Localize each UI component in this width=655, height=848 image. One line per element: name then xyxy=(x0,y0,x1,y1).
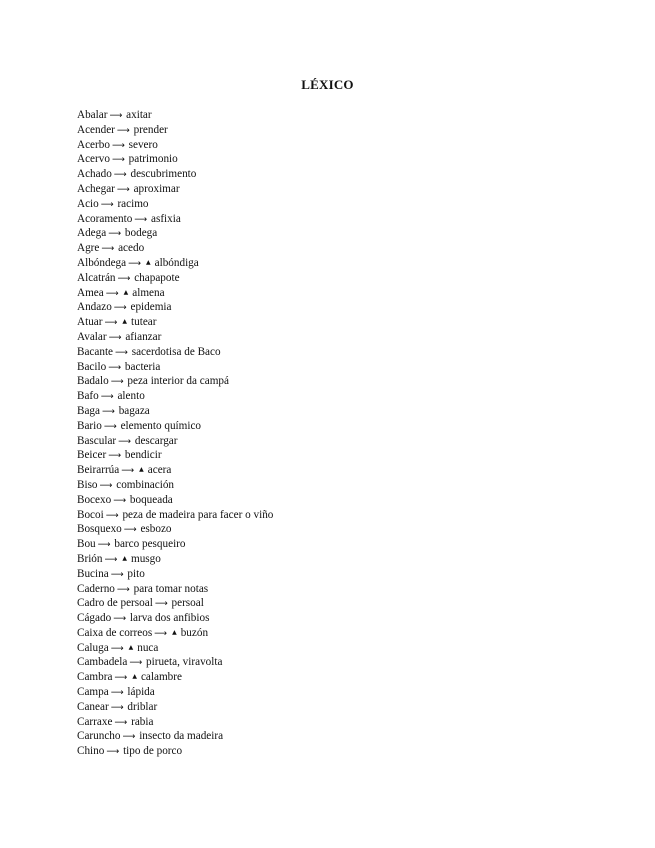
entry-term: Biso xyxy=(77,478,98,491)
glossary-entry xyxy=(77,478,597,493)
entry-term: Albóndega xyxy=(77,256,127,269)
entry-definition: insecto da madeira xyxy=(139,730,224,743)
glossary-entry xyxy=(77,685,597,700)
glossary-entry xyxy=(77,522,597,537)
entry-definition: epidemia xyxy=(130,301,172,314)
entry-definition: severo xyxy=(128,138,158,151)
entry-term: Caluga xyxy=(77,641,109,654)
glossary-entry xyxy=(77,374,597,389)
entry-definition: buzón xyxy=(180,626,209,639)
glossary-entry xyxy=(77,493,597,508)
entry-term: Bou xyxy=(77,538,96,551)
arrow-right-icon: ⟶ xyxy=(114,717,128,728)
glossary-entry xyxy=(77,389,597,404)
glossary-entry xyxy=(77,463,597,478)
glossary-entry xyxy=(77,182,597,197)
arrow-right-icon: ⟶ xyxy=(154,628,168,639)
arrow-right-icon: ⟶ xyxy=(108,229,122,240)
triangle-up-icon: ▲ xyxy=(122,554,128,562)
entry-definition: musgo xyxy=(131,552,161,565)
entry-term: Chino xyxy=(77,745,105,758)
entry-definition: descargar xyxy=(134,434,178,447)
arrow-right-icon: ⟶ xyxy=(100,199,114,210)
entry-term: Bacante xyxy=(77,345,114,358)
glossary-list xyxy=(77,108,597,759)
entry-term: Bacilo xyxy=(77,360,107,373)
entry-definition: almena xyxy=(132,286,165,299)
arrow-right-icon: ⟶ xyxy=(100,392,114,403)
arrow-right-icon: ⟶ xyxy=(113,170,127,181)
entry-definition: pirueta, viravolta xyxy=(146,656,223,669)
glossary-entry xyxy=(77,345,597,360)
entry-term: Beicer xyxy=(77,449,107,462)
entry-definition: asfixia xyxy=(151,212,181,225)
glossary-entry xyxy=(77,108,597,123)
entry-term: Cambra xyxy=(77,671,113,684)
entry-definition: descubrimento xyxy=(130,168,197,181)
glossary-entry xyxy=(77,552,597,567)
arrow-right-icon: ⟶ xyxy=(101,244,115,255)
glossary-entry xyxy=(77,434,597,449)
entry-term: Badalo xyxy=(77,375,109,388)
entry-definition: axitar xyxy=(126,109,152,121)
glossary-entry xyxy=(77,700,597,715)
glossary-entry xyxy=(77,744,597,759)
entry-term: Bocexo xyxy=(77,493,112,506)
entry-term: Andazo xyxy=(77,301,112,314)
entry-definition: racimo xyxy=(117,197,149,210)
entry-term: Brión xyxy=(77,552,103,565)
arrow-right-icon: ⟶ xyxy=(113,495,127,506)
entry-term: Agre xyxy=(77,242,100,255)
glossary-entry xyxy=(77,256,597,271)
glossary-entry xyxy=(77,152,597,167)
entry-term: Cágado xyxy=(77,612,112,625)
glossary-entry xyxy=(77,360,597,375)
entry-term: Beirarrúa xyxy=(77,464,120,477)
glossary-entry xyxy=(77,670,597,685)
entry-definition: peza de madeira para facer o viño xyxy=(122,508,274,521)
entry-definition: calambre xyxy=(140,671,182,684)
glossary-entry xyxy=(77,626,597,641)
triangle-up-icon: ▲ xyxy=(128,643,134,651)
entry-definition: larva dos anfibios xyxy=(129,612,210,625)
entry-term: Cambadela xyxy=(77,656,128,669)
glossary-entry xyxy=(77,197,597,212)
glossary-entry xyxy=(77,167,597,182)
entry-definition: lápida xyxy=(127,686,155,699)
arrow-right-icon: ⟶ xyxy=(104,318,118,329)
arrow-right-icon: ⟶ xyxy=(116,584,130,595)
entry-definition: aproximar xyxy=(133,182,180,195)
arrow-right-icon: ⟶ xyxy=(109,111,123,121)
glossary-entry xyxy=(77,611,597,626)
entry-definition: bodega xyxy=(124,227,158,240)
glossary-entry xyxy=(77,404,597,419)
glossary-entry xyxy=(77,300,597,315)
entry-definition: acedo xyxy=(118,242,145,255)
arrow-right-icon: ⟶ xyxy=(116,184,130,195)
arrow-right-icon: ⟶ xyxy=(123,525,137,536)
entry-term: Caixa de correos xyxy=(77,626,153,639)
entry-term: Bocoi xyxy=(77,508,104,521)
arrow-right-icon: ⟶ xyxy=(105,288,119,299)
entry-definition: tipo de porco xyxy=(123,745,183,758)
glossary-entry xyxy=(77,537,597,552)
arrow-right-icon: ⟶ xyxy=(134,214,148,225)
entry-definition: peza interior da campá xyxy=(127,375,229,388)
entry-term: Bascular xyxy=(77,434,117,447)
glossary-entry xyxy=(77,271,597,286)
page-title: LÉXICO xyxy=(301,77,354,92)
entry-term: Achegar xyxy=(77,182,115,195)
entry-term: Atuar xyxy=(77,316,103,329)
entry-term: Abalar xyxy=(77,109,108,121)
entry-definition: acera xyxy=(147,464,172,477)
entry-term: Adega xyxy=(77,227,107,240)
arrow-right-icon: ⟶ xyxy=(111,140,125,151)
arrow-right-icon: ⟶ xyxy=(105,510,119,521)
arrow-right-icon: ⟶ xyxy=(110,643,124,654)
glossary-entry xyxy=(77,655,597,670)
entry-definition: esbozo xyxy=(140,523,172,536)
entry-definition: albóndiga xyxy=(154,256,199,269)
entry-term: Cadro de persoal xyxy=(77,597,153,610)
entry-term: Acervo xyxy=(77,153,110,166)
glossary-entry xyxy=(77,729,597,744)
arrow-right-icon: ⟶ xyxy=(102,406,115,417)
arrow-right-icon: ⟶ xyxy=(111,155,125,166)
glossary-entry xyxy=(77,226,597,241)
entry-term: Carraxe xyxy=(77,715,113,728)
entry-definition: barco pesqueiro xyxy=(114,538,186,551)
entry-definition: alento xyxy=(117,390,145,403)
entry-term: Campa xyxy=(77,686,109,699)
entry-definition: sacerdotisa de Baco xyxy=(131,345,221,358)
entry-definition: boqueada xyxy=(129,493,173,506)
glossary-entry xyxy=(77,582,597,597)
entry-definition: combinación xyxy=(116,478,175,491)
arrow-right-icon: ⟶ xyxy=(108,362,122,373)
arrow-right-icon: ⟶ xyxy=(115,347,128,358)
entry-definition: persoal xyxy=(171,597,204,610)
entry-term: Acoramento xyxy=(77,212,133,225)
arrow-right-icon: ⟶ xyxy=(110,569,124,580)
glossary-entry xyxy=(77,315,597,330)
entry-definition: bendicir xyxy=(124,449,162,462)
glossary-entry xyxy=(77,419,597,434)
arrow-right-icon: ⟶ xyxy=(99,480,113,491)
arrow-right-icon: ⟶ xyxy=(118,436,132,447)
entry-term: Baga xyxy=(77,404,100,417)
entry-term: Acerbo xyxy=(77,138,110,151)
entry-term: Avalar xyxy=(77,330,107,343)
arrow-right-icon: ⟶ xyxy=(104,554,118,565)
arrow-right-icon: ⟶ xyxy=(103,421,117,432)
arrow-right-icon: ⟶ xyxy=(116,125,130,136)
glossary-entry xyxy=(77,715,597,730)
glossary-entry xyxy=(77,123,597,138)
entry-definition: nuca xyxy=(137,641,159,654)
arrow-right-icon: ⟶ xyxy=(129,658,143,669)
entry-term: Bucina xyxy=(77,567,109,580)
glossary-entry xyxy=(77,596,597,611)
entry-term: Bafo xyxy=(77,390,99,403)
arrow-right-icon: ⟶ xyxy=(106,747,120,758)
entry-definition: pito xyxy=(127,567,145,580)
entry-definition: chapapote xyxy=(134,271,180,284)
entry-term: Acio xyxy=(77,197,99,210)
entry-definition: elemento químico xyxy=(120,419,202,432)
arrow-right-icon: ⟶ xyxy=(97,540,111,551)
arrow-right-icon: ⟶ xyxy=(108,332,122,343)
arrow-right-icon: ⟶ xyxy=(113,614,127,625)
triangle-up-icon: ▲ xyxy=(172,628,177,636)
entry-term: Caruncho xyxy=(77,730,121,743)
entry-definition: prender xyxy=(133,123,168,136)
glossary-entry xyxy=(77,286,597,301)
arrow-right-icon: ⟶ xyxy=(154,599,168,610)
triangle-up-icon: ▲ xyxy=(132,673,137,681)
arrow-right-icon: ⟶ xyxy=(110,377,124,388)
arrow-right-icon: ⟶ xyxy=(110,702,124,713)
triangle-up-icon: ▲ xyxy=(122,318,128,326)
glossary-entry xyxy=(77,641,597,656)
glossary-entry xyxy=(77,138,597,153)
arrow-right-icon: ⟶ xyxy=(121,466,135,477)
entry-definition: driblar xyxy=(127,700,158,713)
arrow-right-icon: ⟶ xyxy=(108,451,122,462)
entry-term: Amea xyxy=(77,286,104,299)
triangle-up-icon: ▲ xyxy=(139,466,144,474)
arrow-right-icon: ⟶ xyxy=(110,688,124,699)
glossary-entry xyxy=(77,241,597,256)
glossary-entry xyxy=(77,567,597,582)
glossary-entry xyxy=(77,212,597,227)
glossary-entry xyxy=(77,448,597,463)
glossary-entry xyxy=(77,330,597,345)
arrow-right-icon: ⟶ xyxy=(113,303,127,314)
triangle-up-icon: ▲ xyxy=(123,288,129,296)
arrow-right-icon: ⟶ xyxy=(122,732,136,743)
entry-term: Acender xyxy=(77,123,115,136)
glossary-entry xyxy=(77,508,597,523)
entry-definition: para tomar notas xyxy=(133,582,209,595)
entry-definition: bagaza xyxy=(118,404,150,417)
entry-term: Caderno xyxy=(77,582,115,595)
arrow-right-icon: ⟶ xyxy=(117,273,131,284)
entry-term: Achado xyxy=(77,168,112,181)
arrow-right-icon: ⟶ xyxy=(114,673,128,684)
entry-term: Bosquexo xyxy=(77,523,122,536)
entry-definition: patrimonio xyxy=(128,153,178,166)
entry-definition: bacteria xyxy=(124,360,161,373)
entry-term: Bario xyxy=(77,419,102,432)
entry-definition: rabia xyxy=(131,715,154,728)
arrow-right-icon: ⟶ xyxy=(128,258,141,269)
entry-definition: afianzar xyxy=(125,330,162,343)
entry-term: Canear xyxy=(77,700,109,713)
triangle-up-icon: ▲ xyxy=(146,258,151,266)
entry-definition: tutear xyxy=(131,316,157,329)
entry-term: Alcatrán xyxy=(77,271,116,284)
